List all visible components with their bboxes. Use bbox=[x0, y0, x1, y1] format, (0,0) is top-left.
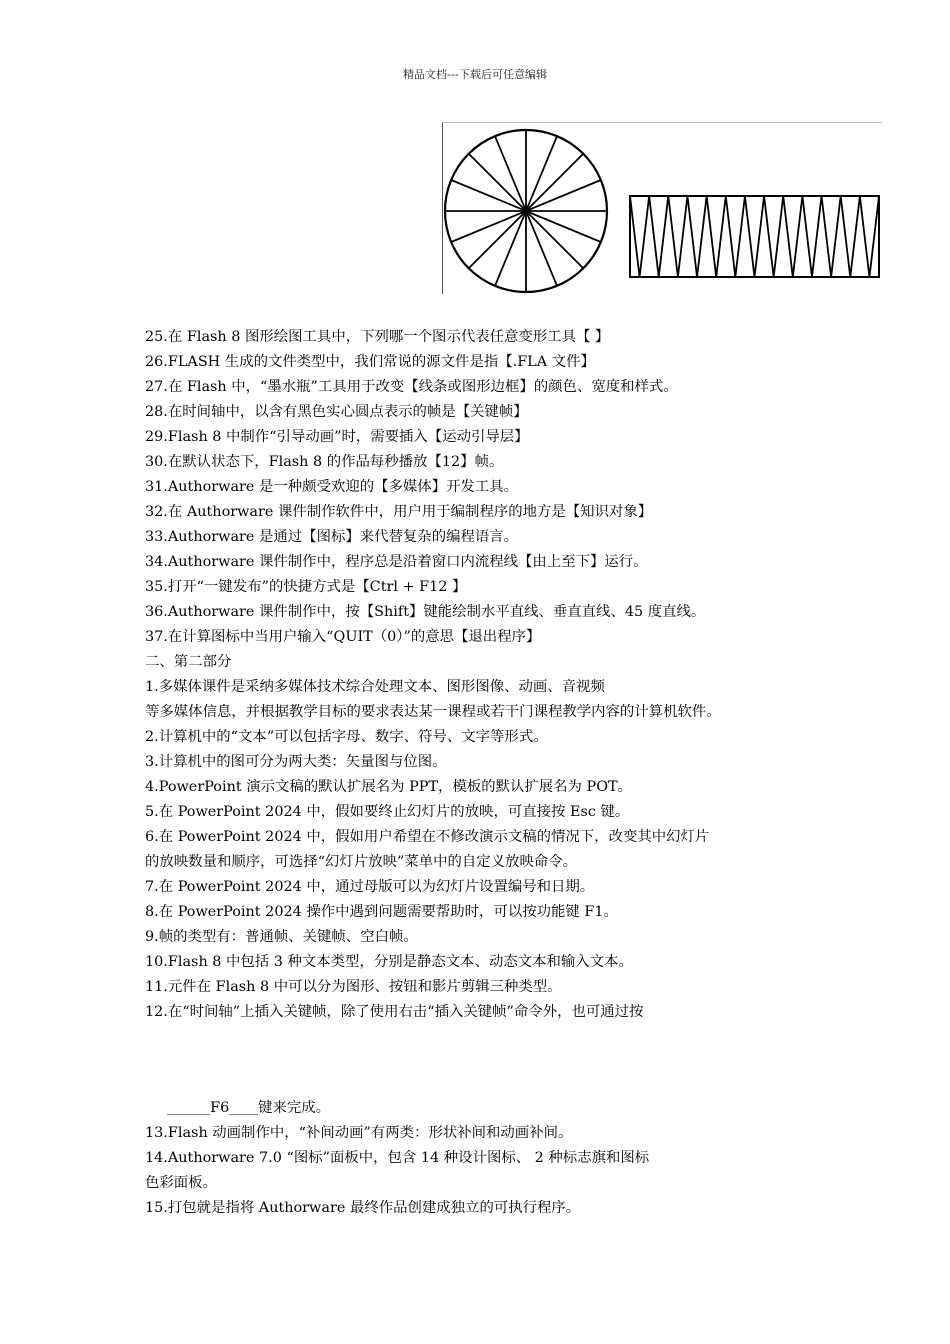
text-line: 9.帧的类型有：普通帧、关键帧、空白帧。 bbox=[145, 929, 418, 945]
text-line: 37.在计算图标中当用户输入“QUIT（0）”的意思【退出程序】 bbox=[145, 629, 541, 645]
page-header: 精品文档---下载后可任意编辑 bbox=[403, 68, 547, 81]
text-line: 的放映数量和顺序，可选择“幻灯片放映”菜单中的自定义放映命令。 bbox=[145, 854, 578, 870]
text-line: 15.打包就是指将 Authorware 最终作品创建成独立的可执行程序。 bbox=[145, 1200, 581, 1216]
text-line: 13.Flash 动画制作中，“补间动画”有两类：形状补间和动画补间。 bbox=[145, 1125, 573, 1141]
text-line: 25.在 Flash 8 图形绘图工具中，下列哪一个图示代表任意变形工具【 】 bbox=[145, 329, 610, 345]
text-line: 8.在 PowerPoint 2024 操作中遇到问题需要帮助时，可以按功能键 F1。 bbox=[145, 904, 618, 920]
figure-left-border bbox=[442, 122, 443, 294]
text-line: 31.Authorware 是一种颇受欢迎的【多媒体】开发工具。 bbox=[145, 479, 519, 495]
text-line: 3.计算机中的图可分为两大类：矢量图与位图。 bbox=[145, 754, 447, 770]
text-line: 二、第二部分 bbox=[145, 654, 232, 670]
text-line: 28.在时间轴中，以含有黑色实心圆点表示的帧是【关键帧】 bbox=[145, 404, 528, 420]
text-line: 11.元件在 Flash 8 中可以分为图形、按钮和影片剪辑三种类型。 bbox=[145, 979, 562, 995]
text-line: 29.Flash 8 中制作“引导动画”时，需要插入【运动引导层】 bbox=[145, 429, 529, 445]
text-line: 33.Authorware 是通过【图标】来代替复杂的编程语言。 bbox=[145, 529, 519, 545]
text-line: 14.Authorware 7.0 “图标”面板中，包含 14 种设计图标、 2 种标志旗和图标 bbox=[145, 1150, 650, 1166]
text-line: 5.在 PowerPoint 2024 中，假如要终止幻灯片的放映，可直接按 Esc 键。 bbox=[145, 804, 630, 820]
document-body-part1 bbox=[145, 325, 845, 1025]
text-line: 26.FLASH 生成的文件类型中，我们常说的源文件是指【.FLA 文件】 bbox=[145, 354, 595, 370]
figure-drawing-tool-icons bbox=[440, 122, 882, 296]
text-line: 等多媒体信息，并根据教学目标的要求表达某一课程或若干门课程教学内容的计算机软件。 bbox=[145, 704, 721, 720]
figure-top-border bbox=[442, 122, 882, 123]
zigzag-line bbox=[630, 196, 879, 277]
text-line: ______F6____键来完成。 bbox=[167, 1100, 331, 1116]
spoked-wheel-graphic bbox=[445, 130, 607, 292]
text-line: 27.在 Flash 中，“墨水瓶”工具用于改变【线条或图形边框】的颜色、宽度和样式。 bbox=[145, 379, 678, 395]
text-line: 4.PowerPoint 演示文稿的默认扩展名为 PPT，模板的默认扩展名为 POT。 bbox=[145, 779, 632, 795]
text-line: 32.在 Authorware 课件制作软件中，用户用于编制程序的地方是【知识对象】 bbox=[145, 504, 653, 520]
text-line: 2.计算机中的“文本”可以包括字母、数字、符号、文字等形式。 bbox=[145, 729, 548, 745]
text-line: 12.在“时间轴”上插入关键帧，除了使用右击“插入关键帧”命令外，也可通过按 bbox=[145, 1004, 644, 1020]
text-line: 35.打开“一键发布”的快捷方式是【Ctrl + F12 】 bbox=[145, 579, 467, 595]
text-line: 1.多媒体课件是采纳多媒体技术综合处理文本、图形图像、动画、音视频 bbox=[145, 679, 605, 695]
figure-svg bbox=[440, 122, 882, 296]
text-line: 7.在 PowerPoint 2024 中，通过母版可以为幻灯片设置编号和日期。 bbox=[145, 879, 595, 895]
text-line: 10.Flash 8 中包括 3 种文本类型，分别是静态文本、动态文本和输入文本。 bbox=[145, 954, 633, 970]
zigzag-band-graphic bbox=[630, 196, 879, 277]
document-body-part2 bbox=[145, 1096, 845, 1221]
text-line: 色彩面板。 bbox=[145, 1175, 217, 1191]
text-line: 6.在 PowerPoint 2024 中，假如用户希望在不修改演示文稿的情况下，改变其中幻灯片 bbox=[145, 829, 710, 845]
text-line: 34.Authorware 课件制作中，程序总是沿着窗口内流程线【由上至下】运行。 bbox=[145, 554, 648, 570]
text-line: 30.在默认状态下，Flash 8 的作品每秒播放【12】帧。 bbox=[145, 454, 504, 470]
text-line: 36.Authorware 课件制作中，按【Shift】键能绘制水平直线、垂直直线、45 度直线。 bbox=[145, 604, 706, 620]
